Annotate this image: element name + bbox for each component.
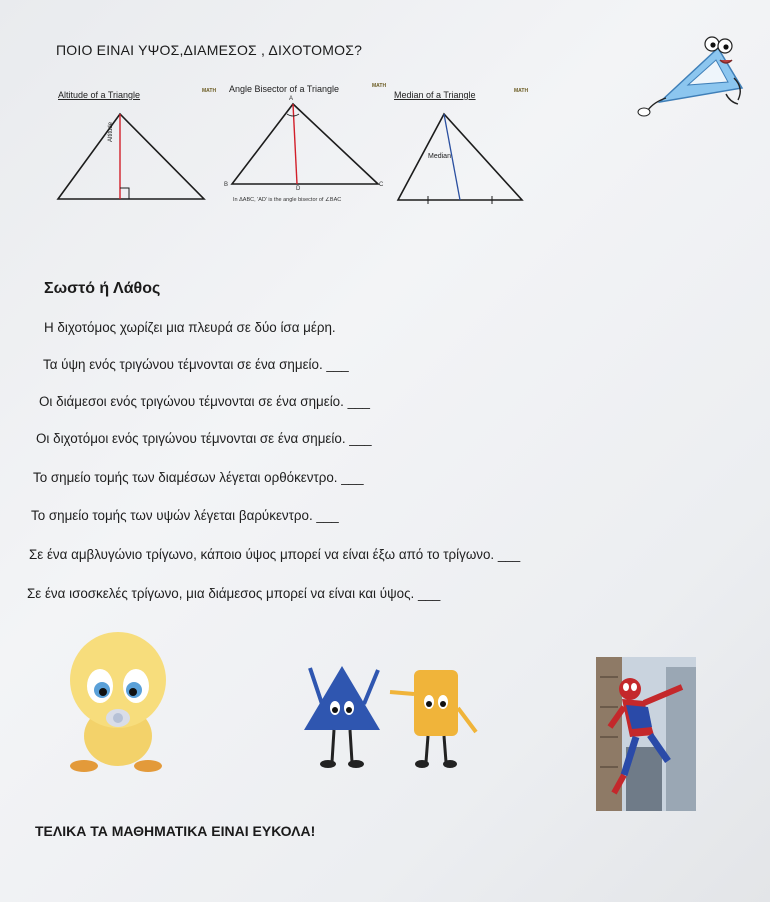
shape-friends-cartoon-image: [298, 664, 488, 774]
altitude-inner-label: Altitude: [108, 121, 114, 142]
quiz-statement-7: Σε ένα αμβλυγώνιο τρίγωνο, κάποιο ύψος μπορεί να είναι έξω από το τρίγωνο. ___: [29, 547, 521, 562]
bisector-figure-label: Angle Bisector of a Triangle: [229, 84, 340, 94]
quiz-statement-6: Το σημείο τομής των υψών λέγεται βαρύκεντρο. ___: [31, 508, 339, 523]
bisector-point-d: D: [296, 186, 301, 192]
bisector-caption: In ΔABC, 'AD' is the angle bisector of ∠BAC: [233, 197, 342, 203]
median-triangle-diagram: [396, 112, 524, 204]
quiz-statement-3: Οι διάμεσοι ενός τριγώνου τέμνονται σε ένα σημείο. ___: [39, 394, 370, 409]
triangle-ruler-mascot-image: [630, 30, 750, 120]
closing-statement: ΤΕΛΙΚΑ ΤΑ ΜΑΘΗΜΑΤΙΚΑ ΕΙΝΑΙ ΕΥΚΟΛΑ!: [35, 823, 316, 839]
median-inner-label: Median: [428, 153, 451, 160]
quiz-statement-8: Σε ένα ισοσκελές τρίγωνο, μια διάμεσος μπορεί να είναι και ύψος. ___: [27, 586, 441, 601]
bisector-vertex-a: A: [289, 96, 294, 102]
quiz-title: Σωστό ή Λάθος: [44, 280, 161, 297]
median-brand-logo: MATH: [514, 88, 529, 94]
altitude-triangle-diagram: [56, 112, 206, 202]
bisector-vertex-b: B: [224, 182, 229, 188]
bisector-brand-logo: MATH: [372, 83, 387, 89]
quiz-statement-5: Το σημείο τομής των διαμέσων λέγεται ορθόκεντρο. ___: [33, 470, 364, 485]
yellow-bird-cartoon-image: [66, 628, 176, 776]
page-title: ΠΟΙΟ ΕΙΝΑΙ ΥΨΟΣ,ΔΙΑΜΕΣΟΣ , ΔΙΧΟΤΟΜΟΣ?: [56, 42, 363, 58]
bisector-triangle-diagram: [230, 102, 380, 186]
altitude-brand-logo: MATH: [202, 88, 217, 94]
bisector-vertex-c: C: [379, 182, 384, 188]
quiz-statement-1: Η διχοτόμος χωρίζει μια πλευρά σε δύο ίσα μέρη.: [44, 320, 336, 335]
altitude-figure-label: Altitude of a Triangle: [58, 90, 141, 100]
median-figure-label: Median of a Triangle: [394, 90, 476, 100]
quiz-statement-2: Τα ύψη ενός τριγώνου τέμνονται σε ένα σημείο. ___: [43, 357, 349, 372]
quiz-statement-4: Οι διχοτόμοι ενός τριγώνου τέμνονται σε ένα σημείο. ___: [36, 431, 372, 446]
superhero-photo-image: [596, 657, 696, 811]
